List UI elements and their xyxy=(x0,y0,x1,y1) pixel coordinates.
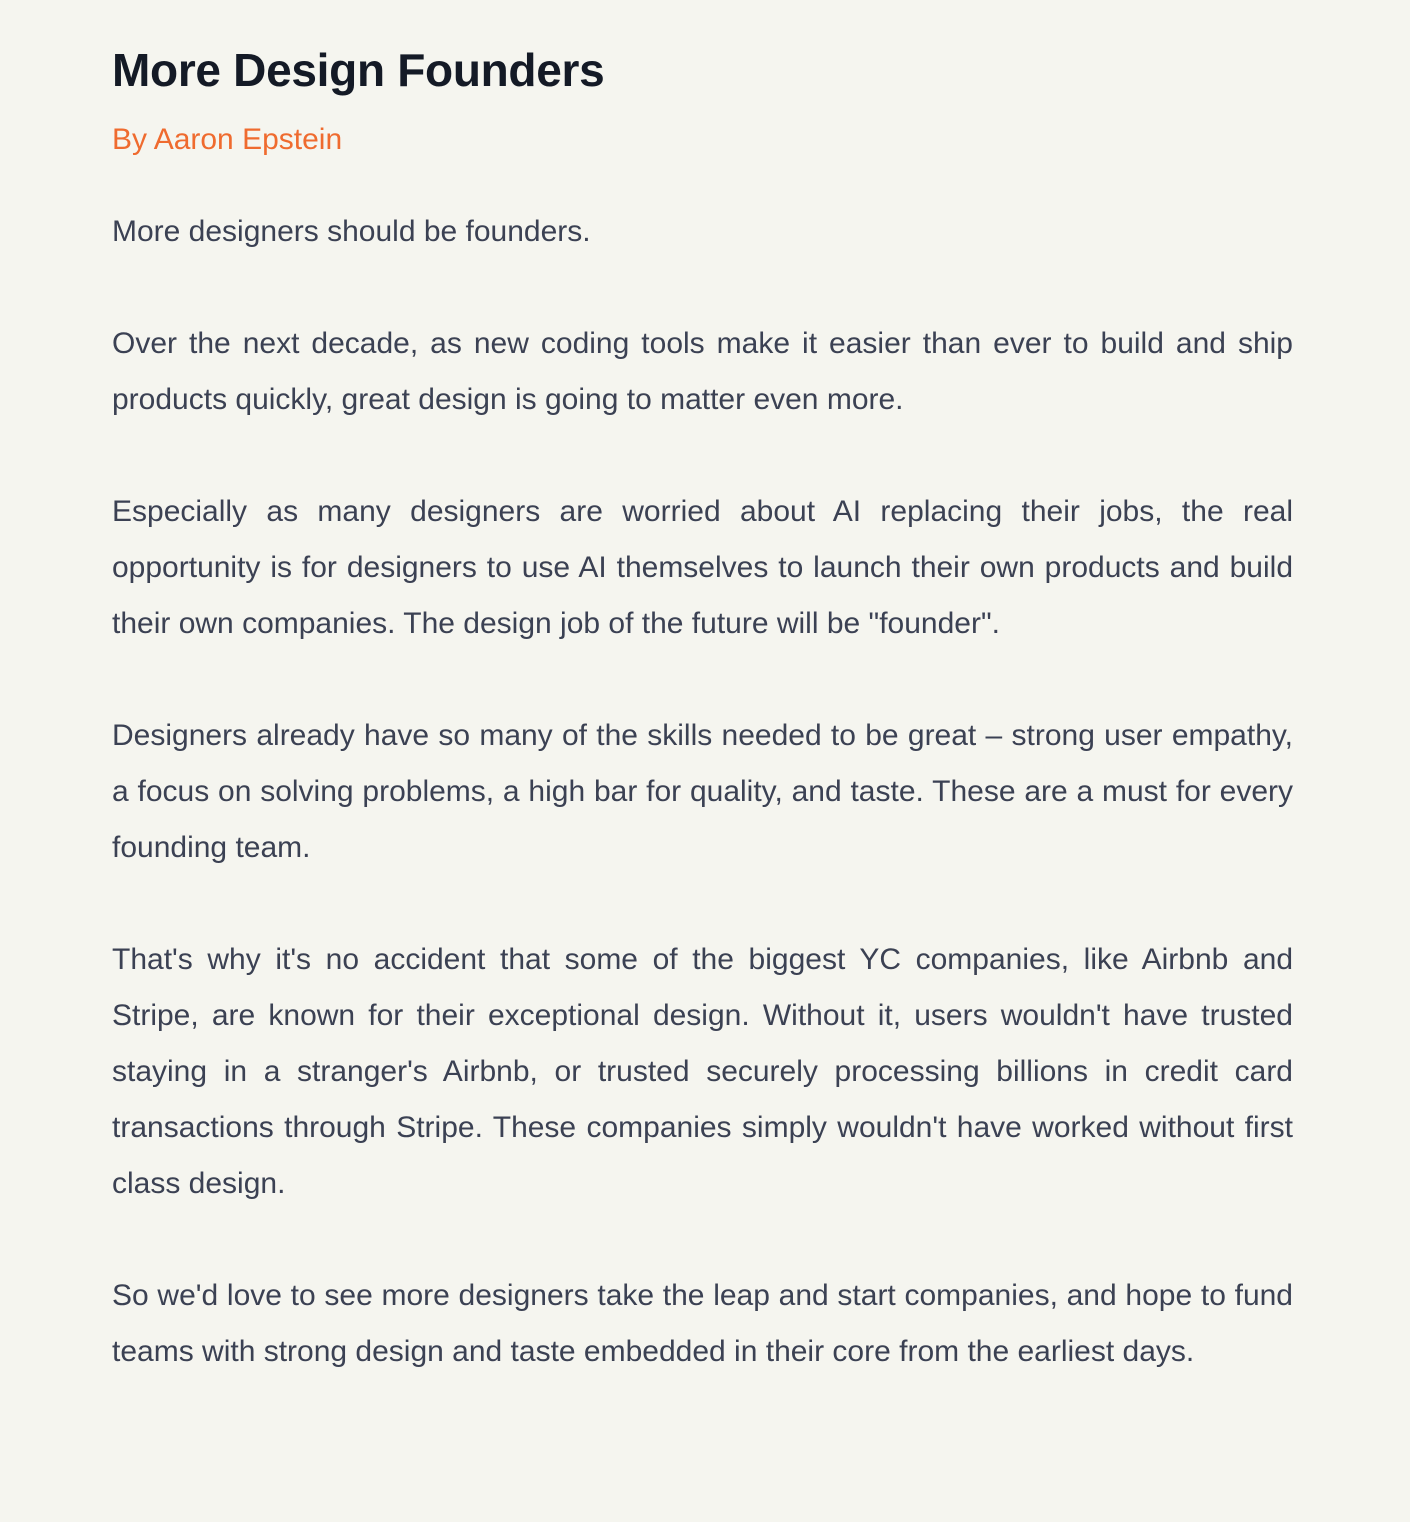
paragraph: Especially as many designers are worried about AI replacing their jobs, the real opportunity is for designers to use AI themselves to launch their own products and build their own companies. The design job of the future will be "founder". xyxy=(112,495,1293,640)
article xyxy=(112,40,1293,1380)
paragraph: Over the next decade, as new coding tools make it easier than ever to build and ship products quickly, great design is going to matter even more. xyxy=(112,327,1293,416)
page-title: More Design Founders xyxy=(112,44,605,96)
article-body xyxy=(112,204,1293,1380)
author-byline[interactable]: By Aaron Epstein xyxy=(112,123,343,156)
paragraph: More designers should be founders. xyxy=(112,215,591,248)
paragraph: That's why it's no accident that some of the biggest YC companies, like Airbnb and Stripe, are known for their exceptional design. Without it, users wouldn't have trusted staying in a stranger's Airbnb, or trusted securely processing billions in credit card transactions through Stripe. These companies simply wouldn't have worked without first class design. xyxy=(112,943,1293,1200)
paragraph: So we'd love to see more designers take the leap and start companies, and hope to fund teams with strong design and taste embedded in their core from the earliest days. xyxy=(112,1279,1293,1368)
paragraph: Designers already have so many of the skills needed to be great – strong user empathy, a focus on solving problems, a high bar for quality, and taste. These are a must for every founding team. xyxy=(112,719,1293,864)
